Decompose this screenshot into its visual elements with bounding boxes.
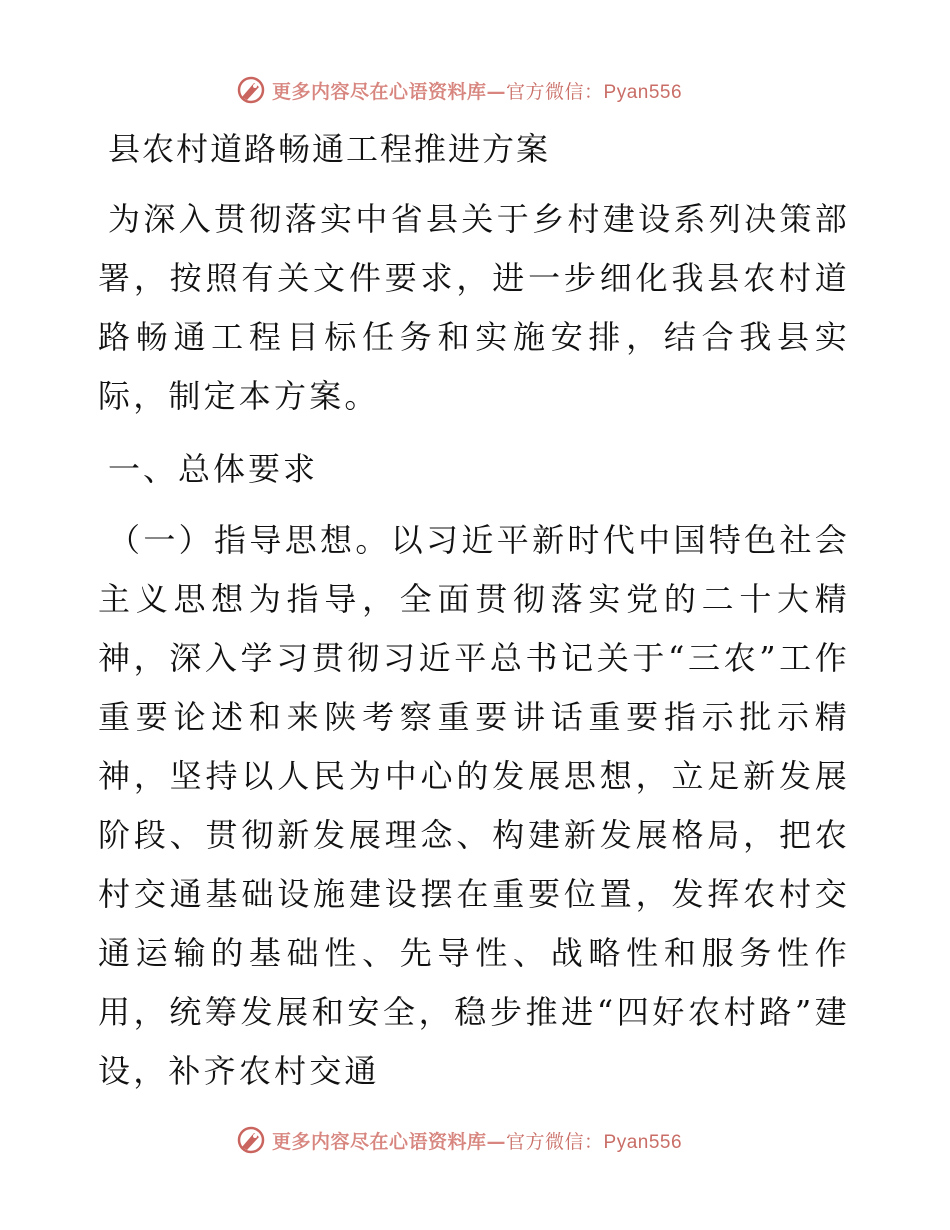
document-title: 县农村道路畅通工程推进方案 (108, 130, 551, 168)
watermark-footer (236, 1124, 682, 1156)
watermark-header (236, 74, 682, 106)
pen-nib-logo-icon (236, 1125, 266, 1155)
intro-paragraph: 为深入贯彻落实中省县关于乡村建设系列决策部署，按照有关文件要求，进一步细化我县农村道路畅通工程目标任务和实施安排，结合我县实际，制定本方案。 (98, 200, 850, 415)
watermark-text: 更多内容尽在心语资料库—官方微信：Pyan556 (272, 80, 683, 103)
section-heading: 一、总体要求 (108, 450, 319, 488)
pen-nib-logo-icon (236, 75, 266, 105)
document-body (98, 120, 850, 1101)
watermark-text: 更多内容尽在心语资料库—官方微信：Pyan556 (272, 1130, 683, 1153)
guiding-ideology-paragraph: （一）指导思想。以习近平新时代中国特色社会主义思想为指导，全面贯彻落实党的二十大精神，深入学习贯彻习近平总书记关于“三农”工作重要论述和来陕考察重要讲话重要指示批示精神，坚持以人民为中心的发展思想，立足新发展阶段、贯彻新发展理念、构建新发展格局，把农村交通基础设施建设摆在重要位置，发挥农村交通运输的基础性、先导性、战略性和服务性作用，统筹发展和安全，稳步推进“四好农村路”建设，补齐农村交通 (98, 521, 850, 1090)
